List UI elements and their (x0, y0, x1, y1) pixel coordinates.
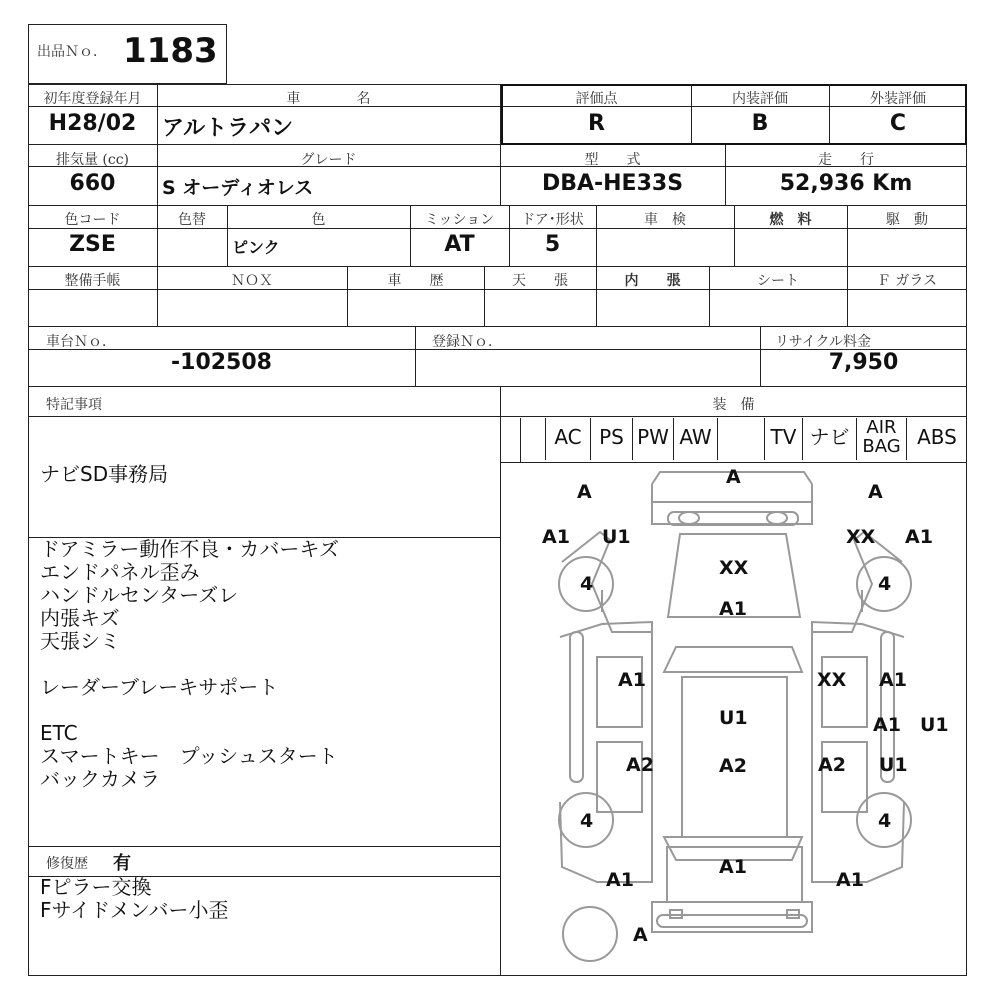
maintenance-label: 整備手帳 (64, 273, 121, 289)
color-code-value: ZSE (69, 232, 116, 257)
seat-label: シート (757, 273, 799, 289)
grade-label: グレード (300, 152, 357, 168)
damage-mark: U1 (920, 714, 949, 736)
equipment-item-navi: ナビ (802, 418, 856, 460)
equipment-item-blank (508, 418, 545, 460)
reg-date-value: H28/02 (48, 111, 137, 136)
repaint-label: 色替 (178, 212, 206, 228)
remarks-notes: ドアミラー動作不良・カバーキズ エンドパネル歪み ハンドルセンターズレ 内張キズ 天張シミ レーダーブレーキサポート ETC スマートキー プッシュスタート バックカメラ (40, 537, 339, 791)
door-label: ドア･形状 (521, 212, 584, 228)
mileage-value: 52,936 Km (779, 171, 913, 196)
damage-mark: A1 (836, 869, 864, 891)
mileage-label: 走 行 (818, 152, 874, 168)
recycle-label: リサイクル料金 (775, 334, 872, 350)
damage-mark: A (726, 466, 741, 488)
damage-mark: A1 (542, 526, 570, 548)
equipment-label: 装 備 (712, 397, 755, 413)
damage-mark: U1 (879, 754, 908, 776)
damage-mark: XX (817, 669, 847, 691)
remarks-label: 特記事項 (46, 397, 102, 413)
model-value: DBA-HE33S (541, 171, 684, 196)
remarks-top-note: ナビSD事務局 (40, 462, 169, 486)
damage-mark: U1 (602, 526, 631, 548)
inner-label: 内 張 (624, 273, 681, 289)
damage-mark: A1 (879, 669, 907, 691)
color-code-label: 色コード (64, 212, 121, 228)
chassis-label: 車台Ｎｏ． (46, 334, 116, 350)
door-value: 5 (544, 232, 561, 257)
equipment-item-ps: PS (590, 418, 632, 460)
mission-label: ミッション (424, 212, 495, 228)
score-label: 評価点 (575, 91, 618, 107)
equipment-item-blank-2 (717, 418, 764, 460)
interior-label: 内装評価 (732, 91, 788, 107)
lot-number-label: 出品Ｎｏ． (37, 44, 107, 60)
damage-mark: XX (719, 557, 749, 579)
damage-mark: A2 (626, 754, 654, 776)
car-name-label: 車 名 (286, 91, 371, 107)
damage-mark: A (577, 481, 592, 503)
damage-mark: XX (846, 526, 876, 548)
car-name-value: アルトラパン (162, 116, 294, 141)
displacement-value: 660 (69, 171, 116, 196)
repair-history-value: 有 (113, 853, 131, 874)
fuel-label: 燃 料 (769, 212, 812, 228)
history-label: 車 歴 (387, 273, 444, 289)
damage-mark: A2 (719, 755, 747, 777)
interior-value: B (751, 111, 769, 136)
damage-mark: 4 (878, 810, 892, 832)
damage-mark: A2 (818, 754, 846, 776)
equipment-item-aw: AW (673, 418, 717, 460)
damage-mark: A (633, 924, 648, 946)
lot-number-box (28, 24, 227, 84)
damage-mark: 4 (580, 810, 594, 832)
inspection-label: 車 検 (644, 212, 686, 228)
equipment-item-pw: PW (632, 418, 673, 460)
damage-mark: 4 (878, 573, 892, 595)
damage-mark: A1 (905, 526, 933, 548)
lot-number-value: 1183 (123, 31, 218, 71)
damage-mark: A (868, 481, 883, 503)
equipment-item-airbag: AIR BAG (856, 418, 906, 460)
score-value: R (588, 111, 605, 136)
damage-mark: 4 (580, 573, 594, 595)
mission-value: AT (444, 232, 475, 257)
damage-mark: A1 (873, 714, 901, 736)
equipment-item-tv: TV (764, 418, 802, 460)
equipment-item-ac: AC (545, 418, 590, 460)
damage-mark: U1 (719, 707, 748, 729)
model-label: 型 式 (584, 152, 641, 168)
repair-history-label: 修復歴 (46, 856, 88, 872)
reg-date-label: 初年度登録年月 (43, 91, 142, 107)
glass-label: Ｆ ガラス (876, 273, 938, 289)
drive-label: 駆 動 (886, 212, 928, 228)
exterior-value: C (889, 111, 907, 136)
grade-value: S オーディオレス (162, 177, 314, 199)
color-label: 色 (311, 212, 326, 228)
recycle-value: 7,950 (828, 350, 899, 375)
exterior-label: 外装評価 (870, 91, 926, 107)
repair-notes: Fピラー交換 Fサイドメンバー小歪 (40, 875, 229, 922)
registration-label: 登録Ｎｏ． (432, 334, 502, 350)
displacement-label: 排気量 (cc) (55, 152, 130, 168)
nox-label: ＮＯＸ (231, 273, 273, 289)
color-value: ピンク (232, 238, 280, 257)
damage-mark: A1 (719, 598, 747, 620)
equipment-item-abs: ABS (906, 418, 967, 460)
chassis-value: -102508 (171, 350, 272, 375)
damage-mark: A1 (719, 856, 747, 878)
ceiling-label: 天 張 (512, 273, 568, 289)
damage-mark: A1 (606, 869, 634, 891)
damage-mark: A1 (618, 669, 646, 691)
